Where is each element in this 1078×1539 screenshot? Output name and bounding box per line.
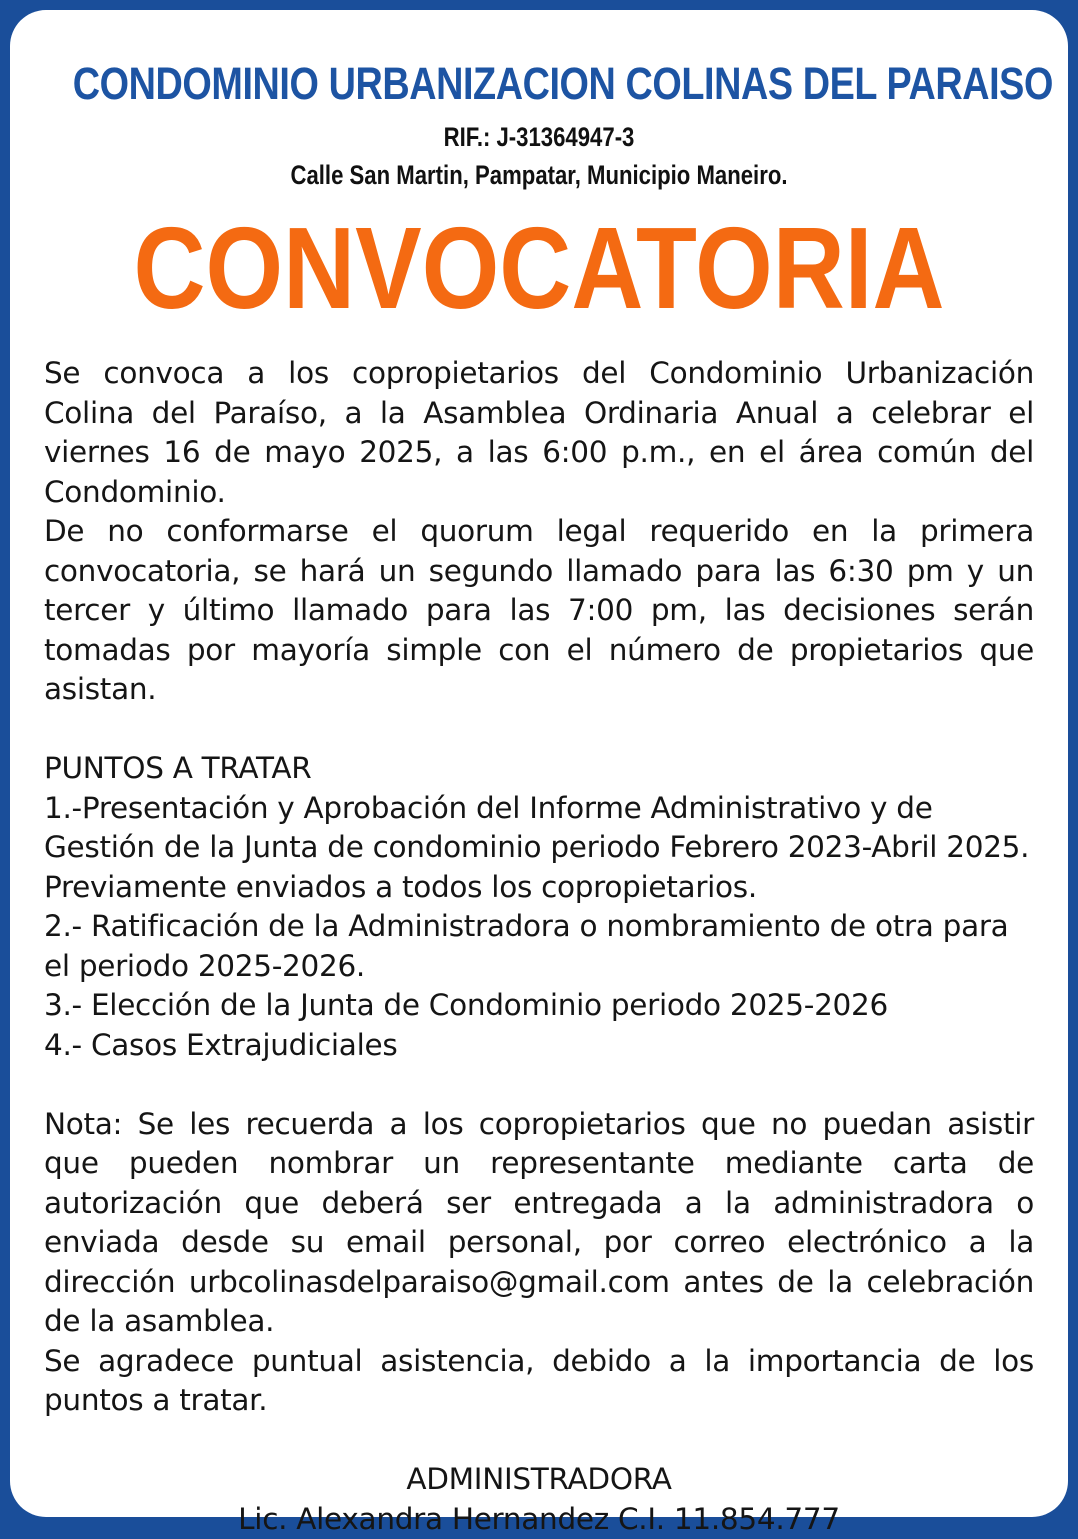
org-name: CONDOMINIO URBANIZACION COLINAS DEL PARAISO [72,58,1053,109]
notice-card [10,10,1068,1536]
agenda-item-3: 3.- Elección de la Junta de Condominio periodo 2025-2026 [44,988,888,1022]
signature-role: ADMINISTRADORA [406,1461,672,1496]
agenda-item-2: 2.- Ratificación de la Administradora o nombramiento de otra para el periodo 2025-2026. [44,909,1009,983]
paragraph-quorum: De no conformarse el quorum legal requerido en la primera convocatoria, se hará un segundo llamado para las 6:30 pm y un tercer y último llamado para las 7:00 pm, las decisiones serán tomadas por mayoría simple con el número de propietarios que asistan. [44,514,1034,706]
agenda-list [44,789,1034,1066]
agenda-item-1: 1.-Presentación y Aprobación del Informe Administrativo y de Gestión de la Junta de condominio periodo Febrero 2023-Abril 2025. Previamente enviados a todos los copropietarios. [44,790,1030,904]
agenda-item-4: 4.- Casos Extrajudiciales [44,1027,398,1062]
notice-body [44,354,1034,1421]
paragraph-convocation: Se convoca a los copropietarios del Condominio Urbanización Colina del Paraíso, a la Asamblea Ordinaria Anual a celebrar el viernes 16 de mayo 2025, a las 6:00 p.m., en el área común del Condominio. [44,356,1034,509]
signature-name: Lic. Alexandra Hernandez C.I. 11.854.777 [238,1501,840,1536]
rif-number: RIF.: J-31364947-3 [443,122,635,152]
closing-paragraph: Se agradece puntual asistencia, debido a la importancia de los puntos a tratar. [44,1343,1034,1417]
agenda-heading: PUNTOS A TRATAR [44,751,312,785]
notice-title: CONVOCATORIA [133,203,945,333]
note-paragraph: Nota: Se les recuerda a los copropietarios que no puedan asistir que pueden nombrar un representante mediante carta de autorización que deberá ser entregada a la administradora o enviada desde su email personal, por correo electrónico a la dirección urbcolinasdelparaiso@gmail.com antes de la celebración de la asamblea. [44,1106,1034,1338]
address: Calle San Martin, Pampatar, Municipio Maneiro. [290,160,788,190]
